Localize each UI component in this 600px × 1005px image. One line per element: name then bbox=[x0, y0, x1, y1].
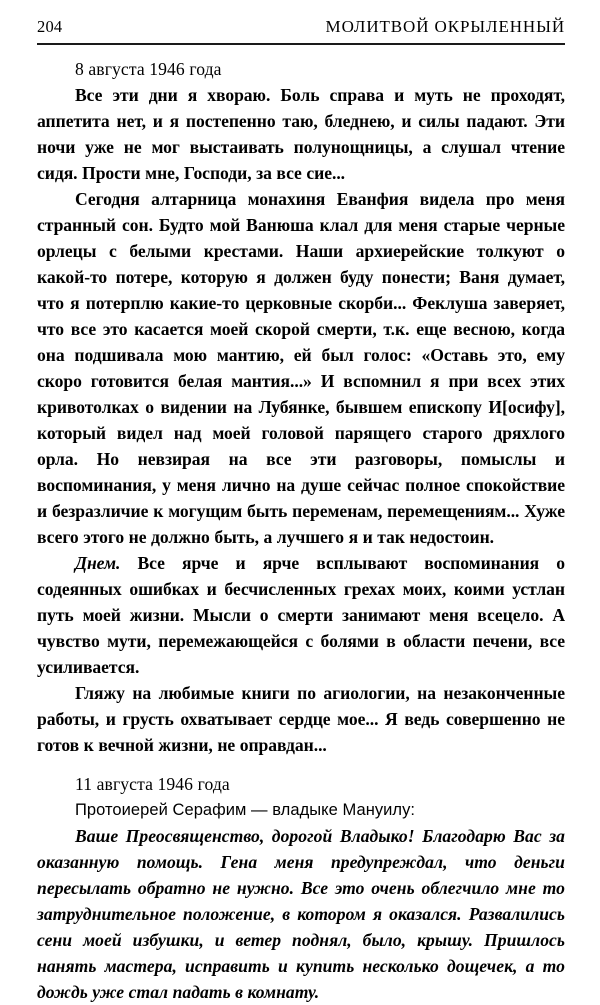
text-block bbox=[37, 56, 565, 1005]
daytime-label-italic: Днем. bbox=[75, 553, 121, 573]
header-rule bbox=[37, 43, 565, 45]
running-head bbox=[37, 18, 565, 42]
diary-paragraph-4: Гляжу на любимые книги по агиологии, на незаконченные работы, и грусть охватывает сердце мое... Я ведь совершенно не готов к вечной жизни, не оправдан... bbox=[37, 683, 565, 755]
date-heading-august-11: 11 августа 1946 года bbox=[75, 774, 230, 794]
diary-paragraph-2: Сегодня алтарница монахиня Еванфия видела про меня странный сон. Будто мой Ванюша клал для меня старые черные орлецы с белыми крестами. Наши архиерейские толкуют о какой-то потере, которую я должен буду понести; Ваня думает, что я потерплю какие-то церковные скорби... Феклуша заверяет, что все это касается моей скорой смерти, т.к. еще весною, когда она подшивала мою мантию, ей был голос: «Оставь это, ему скоро готовится белая мантия...» И вспомнил я при всех этих кривотолках о видении на Лубянке, бывшем епископу И[осифу], который видел над моей головой парящего старого дряхлого орла. Но невзирая на все эти разговоры, помыслы и воспоминания, у меня лично на душе сейчас полное спокойствие и безразличие к могущим быть переменам, перемещениям... Хуже всего этого не должно быть, а лучшего я и так недостоин. bbox=[37, 189, 565, 547]
running-head-title: МОЛИТВОЙ ОКРЫЛЕННЫЙ bbox=[325, 17, 565, 36]
letter-attribution: Протоиерей Серафим — владыке Мануилу: bbox=[75, 801, 416, 819]
diary-paragraph-3 bbox=[37, 550, 565, 680]
diary-paragraph-3-text: Все ярче и ярче всплывают воспоминания о содеянных ошибках и бесчисленных грехах моих, коими устлан путь моей жизни. Мысли о смерти занимают меня всецело. А чувство мути, перемежающейся с болями в области печени, все усиливается. bbox=[37, 553, 565, 677]
letter-body: Ваше Преосвященство, дорогой Владыко! Благодарю Вас за оказанную помощь. Гена меня предупреждал, что деньги пересылать обратно не нужно. Все это очень облегчило мне то затруднительное положение, в котором я оказался. Развалились сени моей избушки, и ветер поднял, было, крышу. Пришлось нанять мастера, исправить и купить несколько дощечек, а то дождь уже стал падать в комнату. bbox=[37, 826, 565, 1002]
diary-paragraph-1: Все эти дни я хвораю. Боль справа и муть не проходят, аппетита нет, и я постепенно таю, бледнею, и силы падают. Эти ночи уже не мог выстаивать полунощницы, а слушал чтение сидя. Прости мне, Господи, за все сие... bbox=[37, 85, 565, 183]
page-number: 204 bbox=[37, 17, 63, 36]
date-heading-august-8: 8 августа 1946 года bbox=[75, 59, 222, 79]
